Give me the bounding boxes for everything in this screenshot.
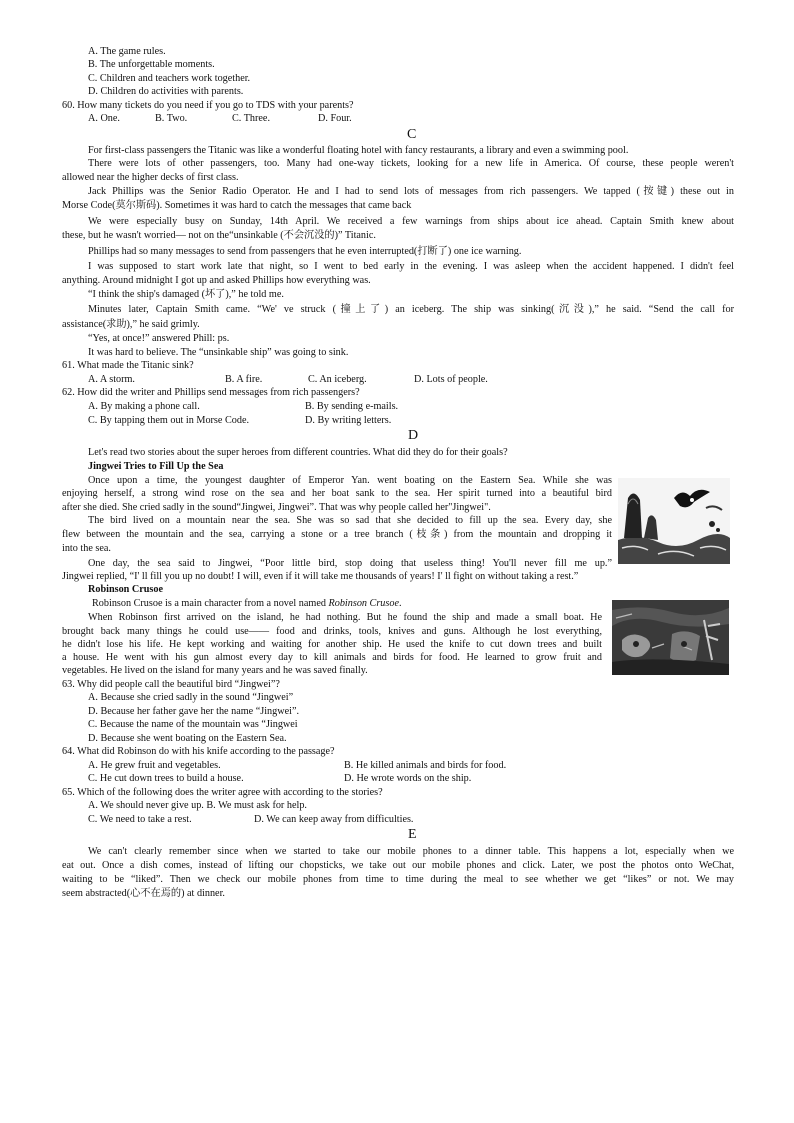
story2-line: vegetables. He lived on the island for many years and he was saved finally. — [62, 665, 368, 676]
story1-line: into the sea. — [62, 543, 111, 554]
story2-first-line — [92, 597, 402, 610]
section-c-line: “I think the ship's damaged (坏了),” he told me. — [88, 289, 284, 300]
section-c-line: We were especially busy on Sunday, 14th April. We received a few warnings from ships about ice ahead. Captain Smith knew about — [88, 216, 734, 227]
q60-option-b: B. Two. — [155, 113, 188, 124]
section-e-line: waiting to be “liked”. Then we check our mobile phones from time to time during the meal to see whether we get “likes” or not. We may — [62, 874, 734, 885]
q62-option-b: B. By sending e-mails. — [305, 401, 399, 412]
section-e-line: eat out. Once a dish comes, instead of lifting our chopsticks, we take out our mobile phones and click. Later, we post the photos onto WeChat, — [62, 860, 734, 871]
section-c-line: anything. Around midnight I got up and asked Phillips how everything was. — [62, 275, 371, 286]
q63-option-b: D. Because her father gave her the name “Jingwei”. — [88, 706, 300, 717]
q62-option-a: A. By making a phone call. — [88, 401, 200, 412]
story2-line: he didn't lose his life. He kept working and waiting for another ship. He used the knife to cut down trees and built — [62, 639, 602, 650]
section-c-line: For first-class passengers the Titanic was like a wonderful floating hotel with fancy restaurants, a library and even a swimming pool. — [88, 145, 629, 156]
section-e-heading: E — [408, 827, 417, 842]
q60-option-a: A. One. — [88, 113, 120, 124]
story1-line: Once upon a time, the youngest daughter of Emperor Yan. went boating on the Eastern Sea. While she was — [88, 475, 612, 486]
section-c-line: assistance(求助),” he said grimly. — [62, 319, 200, 330]
jingwei-illustration — [618, 478, 730, 564]
q60-option-c: C. Three. — [232, 113, 271, 124]
story1-line: Jingwei replied, “I' ll fill you up no doubt! I will, even if it will take me thousands of years! I' ll fight on without taking a rest.” — [62, 571, 579, 582]
q61-option-c: C. An iceberg. — [308, 374, 367, 385]
q65-option-ab: A. We should never give up. B. We must ask for help. — [88, 800, 307, 811]
story1-line: enjoying herself, a strong wind rose on the sea and her boat sank to the sea. Her spirit turned into a beautiful bird — [62, 488, 612, 499]
q64-stem: 64. What did Robinson do with his knife according to the passage? — [62, 746, 335, 757]
q62-stem: 62. How did the writer and Phillips send messages from rich passengers? — [62, 387, 360, 398]
novel-title: Robinson Crusoe — [328, 598, 399, 609]
section-c-line: It was hard to believe. The “unsinkable ship” was going to sink. — [88, 347, 349, 358]
q59-option-d: D. Children do activities with parents. — [88, 86, 244, 97]
q61-stem: 61. What made the Titanic sink? — [62, 360, 194, 371]
robinson-illustration — [612, 600, 729, 675]
q63-option-d: D. Because she went boating on the Eastern Sea. — [88, 733, 287, 744]
section-c-line: Phillips had so many messages to send from passengers that he even interrupted(打断了) one ice warning. — [88, 246, 522, 257]
story2-line: When Robinson first arrived on the island, he had nothing. But he found the ship and made a small boat. He — [88, 612, 602, 623]
q61-option-b: B. A fire. — [225, 374, 263, 385]
section-c-line: these, but he wasn't worried— not on the“unsinkable (不会沉没的)” Titanic. — [62, 230, 376, 241]
q59-option-c: C. Children and teachers work together. — [88, 73, 251, 84]
story2-first-text: Robinson Crusoe is a main character from a novel named — [92, 598, 329, 609]
story1-line: flew between the mountain and the sea, carrying a stone or a tree branch (枝条) from the mountain and dropping it — [62, 529, 612, 540]
section-c-line: Jack Phillips was the Senior Radio Operator. He and I had to send lots of messages from rich passengers. We tapped (按键) these out in — [88, 186, 734, 197]
q60-stem: 60. How many tickets do you need if you go to TDS with your parents? — [62, 100, 354, 111]
q59-option-b: B. The unforgettable moments. — [88, 59, 215, 70]
q62-option-c: C. By tapping them out in Morse Code. — [88, 415, 250, 426]
section-d-heading: D — [408, 428, 419, 443]
section-c-line: I was supposed to start work late that night, so I went to bed early in the evening. I was asleep when the accident happened. I didn't feel — [88, 261, 734, 272]
q64-option-d: D. He wrote words on the ship. — [344, 773, 472, 784]
story2-line: a house. He went with his gun almost every day to kill animals and birds for food. He learned to grow fruit and — [62, 652, 602, 663]
q63-option-a: A. Because she cried sadly in the sound “Jingwei” — [88, 692, 294, 703]
q60-option-d: D. Four. — [318, 113, 352, 124]
q64-option-b: B. He killed animals and birds for food. — [344, 760, 507, 771]
q64-option-c: C. He cut down trees to build a house. — [88, 773, 244, 784]
story2-line: brought back many things he could use—— food and drinks, tools, knives and guns. Although he lost everything, — [62, 626, 602, 637]
story1-line: The bird lived on a mountain near the sea. She was so sad that she decided to fill up the sea. Every day, she — [88, 515, 612, 526]
section-c-line: Morse Code(莫尔斯码). Sometimes it was hard to catch the messages that came back — [62, 200, 412, 211]
story1-title: Jingwei Tries to Fill Up the Sea — [88, 461, 224, 472]
q65-option-c: C. We need to take a rest. — [88, 814, 192, 825]
q61-option-a: A. A storm. — [88, 374, 135, 385]
section-c-heading: C — [407, 127, 417, 142]
story2-title: Robinson Crusoe — [88, 584, 164, 595]
q61-option-d: D. Lots of people. — [414, 374, 488, 385]
q64-option-a: A. He grew fruit and vegetables. — [88, 760, 221, 771]
section-e-line: We can't clearly remember since when we started to take our mobile phones to a dinner table. This happens a lot, especially when we — [88, 846, 734, 857]
story1-line: after she died. She cried sadly in the sound“Jingwei, Jingwei”. That was why people called her"Jingwei". — [62, 502, 491, 513]
q63-stem: 63. Why did people call the beautiful bird “Jingwei”? — [62, 679, 280, 690]
section-c-line: Minutes later, Captain Smith came. “We' ve struck (撞上了) an iceberg. The ship was sinking(沉没),” he said. “Send the call for — [88, 304, 734, 315]
q65-option-d: D. We can keep away from difficulties. — [254, 814, 414, 825]
q65-stem: 65. Which of the following does the writer agree with according to the stories? — [62, 787, 383, 798]
section-c-line: There were lots of other passengers, too. Many had one-way tickets, looking for a new life in America. Of course, these people weren't — [88, 158, 734, 169]
section-e-line: seem abstracted(心不在焉的) at dinner. — [62, 888, 225, 899]
section-c-line: “Yes, at once!” answered Phill: ps. — [88, 333, 230, 344]
q62-option-d: D. By writing letters. — [305, 415, 392, 426]
section-c-line: allowed near the higher decks of first class. — [62, 172, 239, 183]
story1-line: One day, the sea said to Jingwei, “Poor little bird, stop doing that useless thing! You'll never fill me up.” — [88, 558, 612, 569]
section-d-intro: Let's read two stories about the super heroes from different countries. What did they do for their goals? — [88, 447, 508, 458]
story2-first-end: . — [398, 598, 402, 609]
q59-option-a: A. The game rules. — [88, 46, 166, 57]
q63-option-c: C. Because the name of the mountain was “Jingwei — [88, 719, 298, 730]
